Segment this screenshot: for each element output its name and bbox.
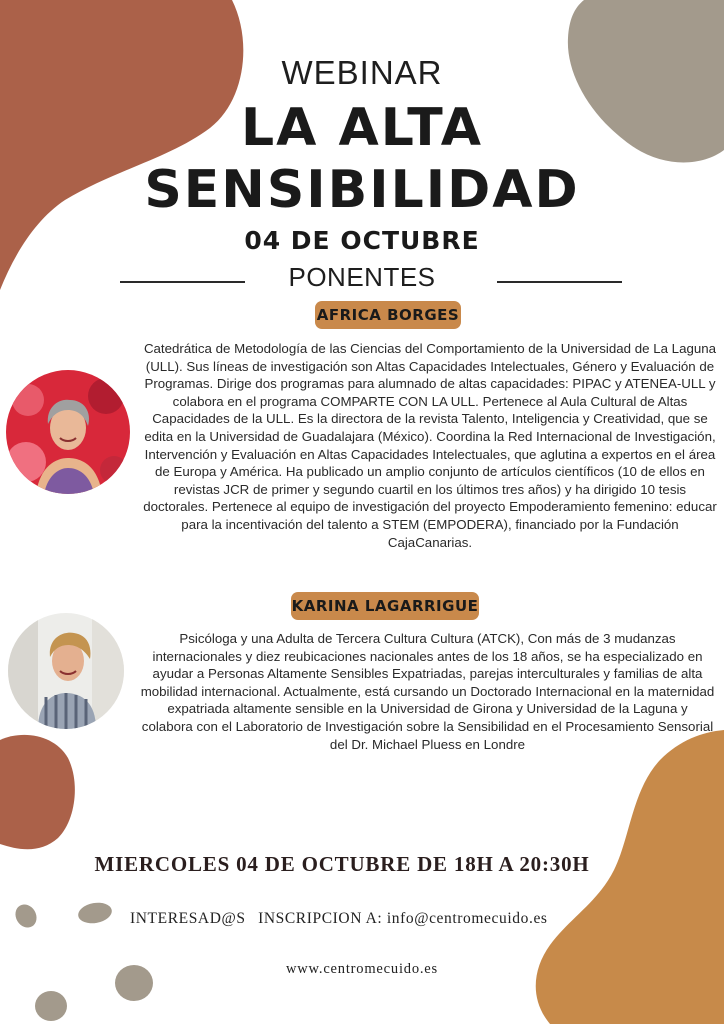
title-line-2: SENSIBILIDAD: [144, 160, 580, 220]
interest-label: INTERESAD@S: [130, 910, 246, 927]
divider-right: [497, 281, 622, 283]
speaker-2-photo-illustration: [8, 613, 124, 729]
webinar-kicker: WEBINAR: [281, 54, 443, 91]
speaker-2-avatar: [8, 613, 124, 729]
speaker-1-bio: Catedrática de Metodología de las Ciencias del Comportamiento de la Universidad de La Laguna (ULL). Sus líneas de investigación son Altas Capacidades Intelectuales, Género y Evaluación de Programas. Dirige dos programas para alumnado de altas capacidades: PIPAC y ATENEA-ULL y colabora en el programa COMPARTE CON LA ULL. Pertenece al Aula Cultural de Altas Capacidades de la ULL. Es la directora de la revista Talento, Inteligencia y Creatividad, que se edita en la Universidad de Guadalajara (México). Coordina la Red Internacional de Investigación, Intervención y Evaluación en Altas Capacidades Intelectuales, que aglutina a expertos en el área de Europa y América. Ha publicado un amplio conjunto de artículos científicos (10 de ellos en revistas JCR de primer y segundo cuartil en los últimos tres años) y ha dirigido 10 tesis doctorales. Pertenece al equipo de investigación del proyecto Empoderamiento femenino: educar para la incentivación del talento a STEM (EMPODERA), financiado por la Fundación CajaCanarias.: [143, 341, 717, 550]
section-heading-ponentes: PONENTES: [288, 262, 436, 292]
inscription-label: INSCRIPCION A:: [258, 910, 383, 927]
schedule-text: MIERCOLES 04 DE OCTUBRE DE 18H A 20:30H: [94, 852, 590, 876]
speaker-1-name-badge: AFRICA BORGES: [315, 301, 461, 329]
title-line-1: LA ALTA: [241, 98, 483, 158]
terracotta-blob-mid-left: [0, 730, 80, 855]
speaker-1-photo-illustration: [6, 370, 130, 494]
event-date: 04 DE OCTUBRE: [244, 226, 480, 255]
speaker-1-avatar: [6, 370, 130, 494]
speaker-2-name-badge: KARINA LAGARRIGUE: [291, 592, 479, 620]
website-link[interactable]: www.centromecuido.es: [286, 961, 438, 977]
ochre-blob-bottom-right: [510, 730, 724, 1024]
contact-line: [130, 910, 548, 928]
contact-email-link[interactable]: info@centromecuido.es: [386, 910, 548, 927]
speaker-2-bio: Psicóloga y una Adulta de Tercera Cultura Cultura (ATCK), Con más de 3 mudanzas internacionales y diez reubicaciones nacionales antes de los 18 años, se ha especializado en ayudar a Personas Altamente Sensibles Expatriadas, parejas interculturales y familias de alta mobilidad internacional. Actualmente, está cursando un Doctorado Internacional en la maternidad expatriada altamente sensible en la Universidad de Girona y Universidad de la Laguna y colabora con el Laboratorio de Investigación sobre la Sensibilidad en el Procesamiento Sensorial del Dr. Michael Pluess en Londre: [140, 631, 715, 752]
